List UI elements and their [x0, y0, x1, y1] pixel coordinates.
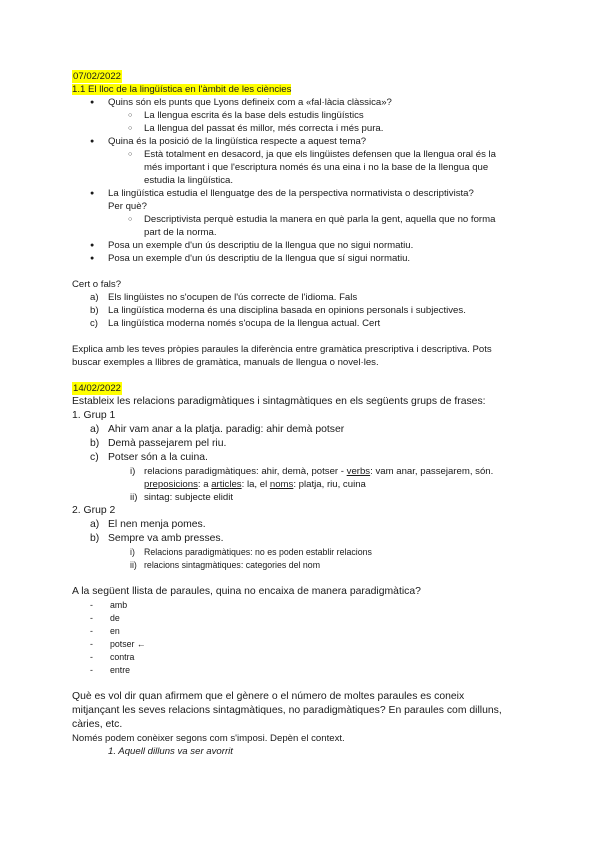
true-false-title: Cert o fals? [72, 279, 122, 290]
explica-line2: buscar exemples a llibres de gramàtica, manuals de llengua o novel·les. [72, 357, 379, 368]
verbs-label: verbs [346, 466, 371, 477]
question-2: ● Quina és la posició de la lingüística respecte a aquest tema? [72, 135, 532, 148]
question-3-line2: Per què? [108, 201, 147, 212]
word-item: - entre [72, 664, 532, 677]
relations-intro: Estableix les relacions paradigmàtiques i sintagmàtiques en els següents grups de frases: [72, 396, 486, 407]
answer-1a: ○ La llengua escrita és la base dels estudis lingüístics [72, 109, 532, 122]
section-heading: 1.1 El lloc de la lingüística en l'àmbit de les ciències [72, 84, 292, 95]
final-line2: mitjançant les seves relacions sintagmàtiques, no paradigmàtiques? En paraules com dilluns, [72, 705, 502, 716]
question-3 [72, 187, 532, 213]
group-1-i: i) relacions paradigmàtiques: ahir, demà, potser - verbs: vam anar, passejarem, són. preposicions: a articles: la, el noms: platja, riu, cuina [130, 466, 494, 490]
group-1-ii: ii) sintag: subjecte elidit [130, 492, 234, 503]
question-4: ● Posa un exemple d'un ús descriptiu de la llengua que no sigui normatiu. [72, 239, 532, 252]
answer-2-line3: estudia la lingüística. [144, 175, 234, 186]
group-2-title: 2. Grup 2 [72, 505, 116, 516]
word-item: - contra [72, 651, 532, 664]
explica-line1: Explica amb les teves pròpies paraules la diferència entre gramàtica prescriptiva i descriptiva. Pots [72, 344, 492, 355]
date-1: 07/02/2022 [73, 71, 122, 82]
question-5: ● Posa un exemple d'un ús descriptiu de la llengua que sí sigui normatiu. [72, 252, 532, 265]
explica-paragraph [72, 343, 532, 369]
answer-2 [72, 148, 532, 187]
group-2-i: i) Relacions paradigmàtiques: no es poden establir relacions [130, 547, 372, 557]
final-line3: càries, etc. [72, 719, 123, 730]
final-example: 1. Aquell dilluns va ser avorrit [108, 746, 233, 757]
word-item: - de [72, 612, 532, 625]
group-1-c: c) Potser són a la cuina. [90, 452, 208, 463]
group-1-title: 1. Grup 1 [72, 410, 116, 421]
word-item: - amb [72, 599, 532, 612]
final-question [72, 690, 532, 732]
tf-item-b: b) La lingüística moderna és una disciplina basada en opinions personals i subjectives. [90, 305, 466, 316]
tf-item-a: a) Els lingüistes no s'ocupen de l'ús correcte de l'idioma. Fals [90, 292, 358, 303]
group-1-a: a) Ahir vam anar a la platja. paradig: ahir demà potser [90, 424, 345, 435]
date-2: 14/02/2022 [73, 383, 122, 394]
word-item: - potser ← [72, 638, 532, 651]
document-page [72, 70, 532, 758]
answer-3 [72, 213, 532, 239]
group-2-a: a) El nen menja pomes. [90, 519, 206, 530]
answer-2-line2: més important i que l'escriptura només és una eina i no la base de la llengua que [144, 162, 489, 173]
answer-2-line1: ○ Està totalment en desacord, ja que els lingüistes defensen que la llengua oral és la [144, 149, 496, 160]
tf-item-c: c) La lingüística moderna només s'ocupa de la llengua actual. Cert [90, 318, 381, 329]
word-list-question: A la següent llista de paraules, quina no encaixa de manera paradigmàtica? [72, 586, 421, 597]
nouns-label: noms [269, 479, 294, 490]
answer-1b: ○ La llengua del passat és millor, més correcta i més pura. [72, 122, 532, 135]
group-2-b: b) Sempre va amb presses. [90, 533, 224, 544]
final-line1: Què es vol dir quan afirmem que el gènere o el número de moltes paraules es coneix [72, 691, 465, 702]
articles-label: articles [211, 479, 242, 490]
question-3-line1: ● La lingüística estudia el llenguatge des de la perspectiva normativista o descriptivista? [108, 188, 474, 199]
question-1: ● Quins són els punts que Lyons defineix com a «fal·làcia clàssica»? [72, 96, 532, 109]
final-answer: Només podem conèixer segons com s'imposi. Depèn el context. [72, 733, 345, 744]
word-item: - en [72, 625, 532, 638]
prepositions-label: preposicions [144, 479, 198, 490]
answer-3-line1: ○ Descriptivista perquè estudia la manera en què parla la gent, aquella que no forma [144, 214, 496, 225]
group-1-b: b) Demà passejarem pel riu. [90, 438, 227, 449]
group-2-ii: ii) relacions sintagmàtiques: categories del nom [130, 560, 321, 570]
answer-3-line2: part de la norma. [144, 227, 217, 238]
